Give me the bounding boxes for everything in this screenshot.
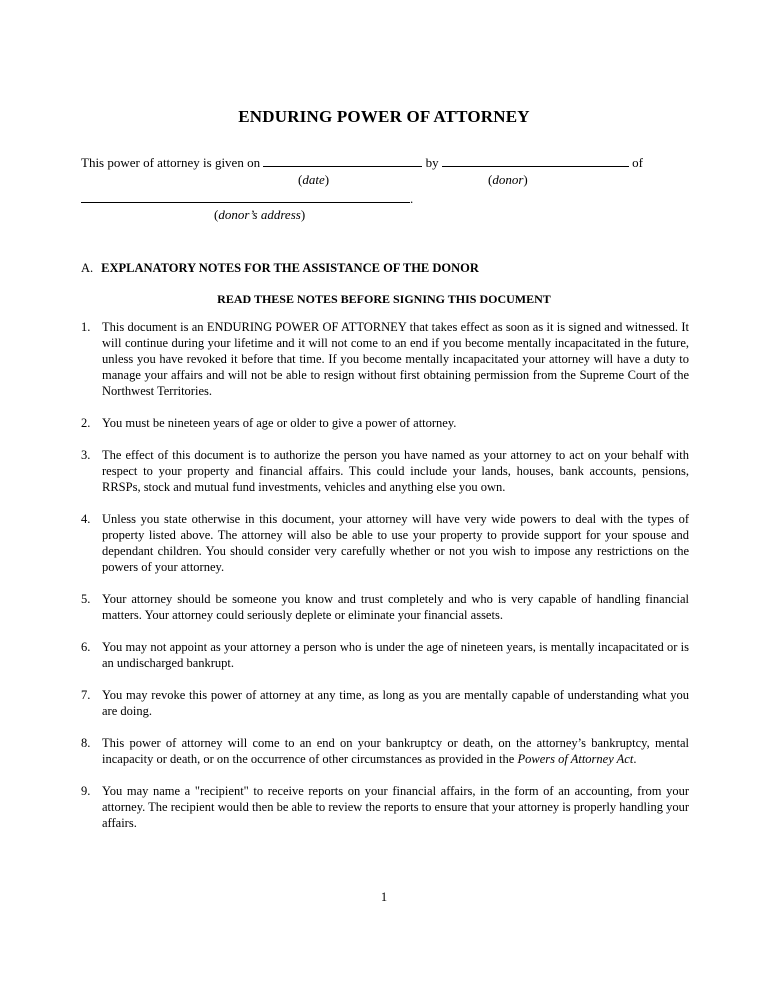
donor-caption: (donor) [488, 172, 528, 187]
note-item [81, 415, 689, 431]
note-number: 5. [81, 592, 91, 606]
note-text: You may name a "recipient" to receive reports on your financial affairs, in the form of an accounting, from your attorney. The recipient would then be able to review the reports to ensure that your attorney is properly handling your affairs. [102, 784, 689, 830]
section-a-heading [81, 261, 479, 276]
date-caption: (date) [298, 172, 330, 187]
note-text: Unless you state otherwise in this document, your attorney will have very wide powers to deal with the types of property listed above. The attorney will also be able to use your property to provide support for your spouse and dependant children. You should consider very carefully whether or not you wish to impose any restrictions on the powers of your attorney. [102, 512, 689, 574]
address-period: . [410, 191, 414, 206]
note-text [102, 736, 689, 766]
note-number: 7. [81, 688, 91, 702]
intro-text-of: of [632, 155, 643, 170]
section-a-title: EXPLANATORY NOTES FOR THE ASSISTANCE OF THE DONOR [101, 261, 479, 275]
note-number: 6. [81, 640, 91, 654]
note-item [81, 687, 689, 719]
donor-name-blank[interactable] [442, 154, 629, 167]
note-number: 2. [81, 416, 91, 430]
note-item [81, 319, 689, 399]
section-a-letter: A. [81, 261, 94, 275]
donor-address-blank[interactable] [81, 190, 410, 203]
note-number: 4. [81, 512, 91, 526]
intro-line [81, 154, 643, 171]
intro-text-by: by [425, 155, 439, 170]
act-name: Powers of Attorney Act [517, 752, 634, 766]
notes-list [81, 319, 689, 847]
address-line [81, 190, 413, 207]
intro-text-given-on: This power of attorney is given on [81, 155, 261, 170]
date-caption-text: date [302, 172, 325, 187]
document-title: ENDURING POWER OF ATTORNEY [238, 107, 530, 126]
note-item [81, 591, 689, 623]
section-a-subheading: READ THESE NOTES BEFORE SIGNING THIS DOCUMENT [217, 292, 551, 306]
address-caption: (donor’s address) [214, 207, 306, 222]
note-item [81, 735, 689, 767]
donor-caption-text: donor [492, 172, 524, 187]
note-item [81, 639, 689, 671]
note-number: 3. [81, 448, 91, 462]
note-text: You must be nineteen years of age or older to give a power of attorney. [102, 416, 457, 430]
note-text: This document is an ENDURING POWER OF ATTORNEY that takes effect as soon as it is signed and witnessed. It will continue during your lifetime and it will not come to an end if you become mentally incapacitated in the future, unless you have revoked it before that time. If you become mentally incapacitated your attorney will have a duty to manage your affairs and will not be able to resign without first obtaining permission from the Supreme Court of the Northwest Territories. [102, 320, 689, 398]
date-blank[interactable] [263, 154, 422, 167]
note-text: You may revoke this power of attorney at any time, as long as you are mentally capable of understanding what you are doing. [102, 688, 689, 718]
note-number: 8. [81, 736, 91, 750]
note-text-part: This power of attorney will come to an end on your bankruptcy or death, on the attorney’s bankruptcy, mental incapacity or death, or on the occurrence of other circumstances as provided in the [102, 736, 689, 766]
note-item [81, 447, 689, 495]
note-item [81, 783, 689, 831]
note-number: 1. [81, 320, 91, 334]
note-text: You may not appoint as your attorney a person who is under the age of nineteen years, is mentally incapacitated or is an undischarged bankrupt. [102, 640, 689, 670]
note-text-end: . [633, 752, 637, 766]
page-number: 1 [380, 890, 388, 904]
address-caption-text: donor’s address [218, 207, 301, 222]
note-number: 9. [81, 784, 91, 798]
note-item [81, 511, 689, 575]
note-text: The effect of this document is to authorize the person you have named as your attorney to act on your behalf with respect to your property and financial affairs. This could include your lands, houses, bank accounts, pensions, RRSPs, stock and mutual fund investments, vehicles and anything else you own. [102, 448, 689, 494]
note-text: Your attorney should be someone you know and trust completely and who is very capable of handling financial matters. Your attorney could seriously deplete or eliminate your financial assets. [102, 592, 689, 622]
